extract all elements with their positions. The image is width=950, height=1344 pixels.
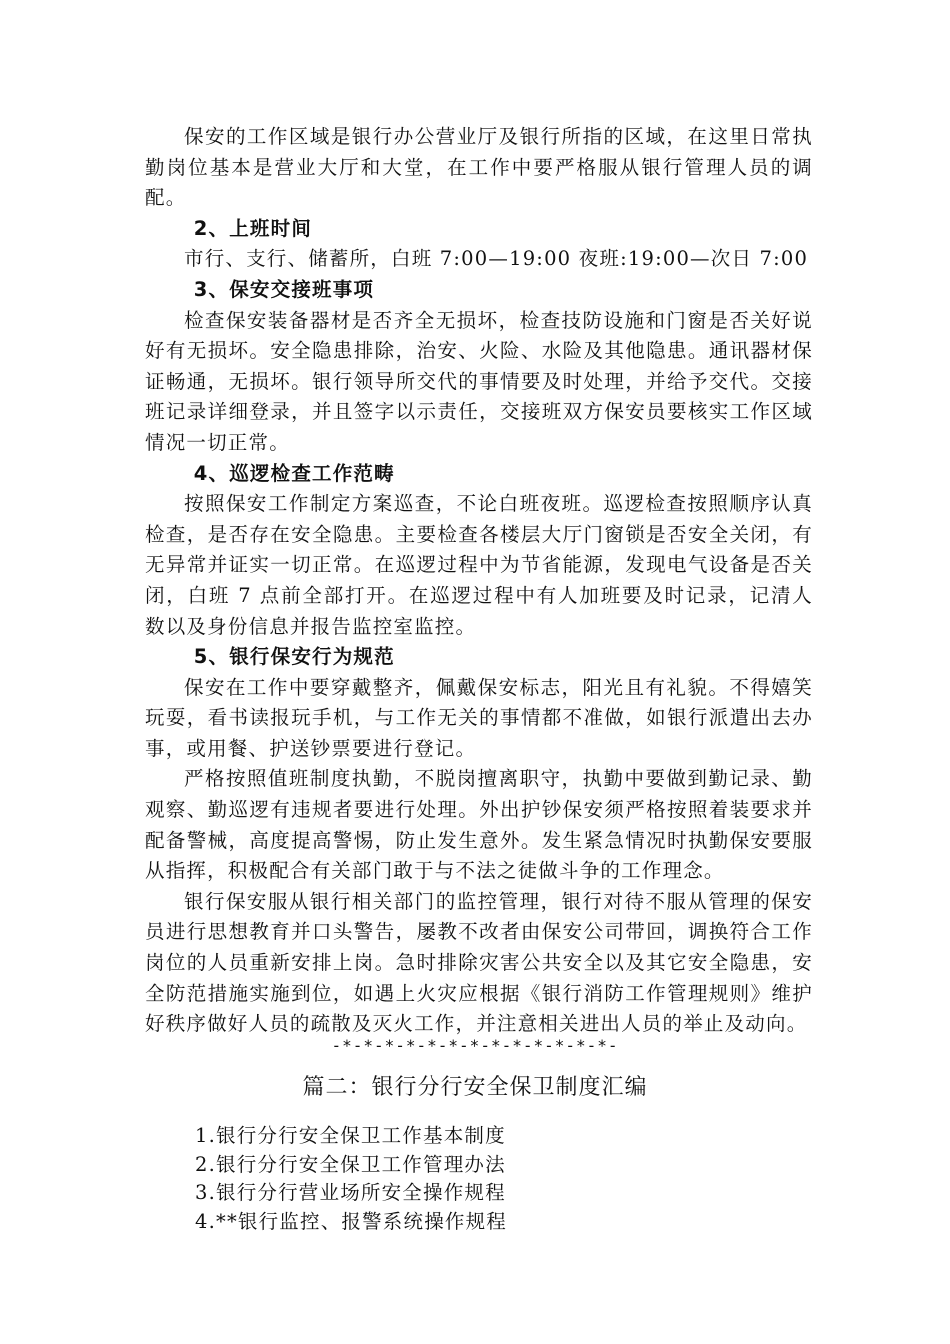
toc-item: 4.**银行监控、报警系统操作规程 [195, 1209, 508, 1233]
section-separator: -*-*-*-*-*-*-*-*-*-*-*-*-*- [331, 1036, 619, 1055]
heading-work-hours: 2、上班时间 [193, 216, 313, 240]
section-two-title: 篇二：银行分行安全保卫制度汇编 [302, 1075, 648, 1100]
paragraph-patrol-inspection: 按照保安工作制定方案巡查，不论白班夜班。巡逻检查按照顺序认真检查，是否存在安全隐患。主要检查各楼层大厅门窗锁是否安全关闭，有无异常并证实一切正常。在巡逻过程中为节省能源，发现电气设备是否关闭，白班 7 点前全部打开。在巡逻过程中有人加班要及时记录，记清人数以及身份信息并报告监控室监控。 [145, 492, 813, 638]
heading-conduct-rules: 5、银行保安行为规范 [193, 645, 395, 669]
table-of-contents [195, 1122, 507, 1236]
toc-item: 3.银行分行营业场所安全操作规程 [195, 1181, 506, 1204]
paragraph-shift-handover: 检查保安装备器材是否齐全无损坏，检查技防设施和门窗是否关好说好有无损坏。安全隐患排除，治安、火险、水险及其他隐患。通讯器材保证畅通，无损坏。银行领导所交代的事情要及时处理，并给予交代。交接班记录详细登录，并且签字以示责任，交接班双方保安员要核实工作区域情况一切正常。 [145, 308, 813, 454]
paragraph-conduct-dress: 保安在工作中要穿戴整齐，佩戴保安标志，阳光且有礼貌。不得嬉笑玩耍，看书读报玩手机，与工作无关的事情都不准做，如银行派遣出去办事，或用餐、护送钞票要进行登记。 [145, 675, 813, 760]
paragraph-conduct-duty: 严格按照值班制度执勤，不脱岗擅离职守，执勤中要做到勤记录、勤观察、勤巡逻有违规者要进行处理。外出护钞保安须严格按照着装要求并配备警械，高度提高警惕，防止发生意外。发生紧急情况时执勤保安要服从指挥，积极配合有关部门敢于与不法之徒做斗争的工作理念。 [145, 767, 813, 883]
toc-item: 2.银行分行安全保卫工作管理办法 [195, 1152, 506, 1176]
document-body [145, 122, 813, 1040]
paragraph-conduct-management: 银行保安服从银行相关部门的监控管理，银行对待不服从管理的保安员进行思想教育并口头警告，屡教不改者由保安公司带回，调换符合工作岗位的人员重新安排上岗。急时排除灾害公共安全以及其它安全隐患，安全防范措施实施到位，如遇上火灾应根据《银行消防工作管理规则》维护好秩序做好人员的疏散及灭火工作，并注意相关进出人员的举止及动向。 [145, 889, 813, 1036]
paragraph-work-area: 保安的工作区域是银行办公营业厅及银行所指的区域，在这里日常执勤岗位基本是营业大厅和大堂，在工作中要严格服从银行管理人员的调配。 [145, 125, 813, 210]
heading-shift-handover: 3、保安交接班事项 [193, 277, 375, 301]
toc-item: 1.银行分行安全保卫工作基本制度 [195, 1124, 506, 1147]
paragraph-work-hours: 市行、支行、储蓄所，白班 7:00—19:00 夜班:19:00—次日 7:00 [184, 247, 809, 271]
heading-patrol-inspection: 4、巡逻检查工作范畴 [193, 461, 395, 485]
